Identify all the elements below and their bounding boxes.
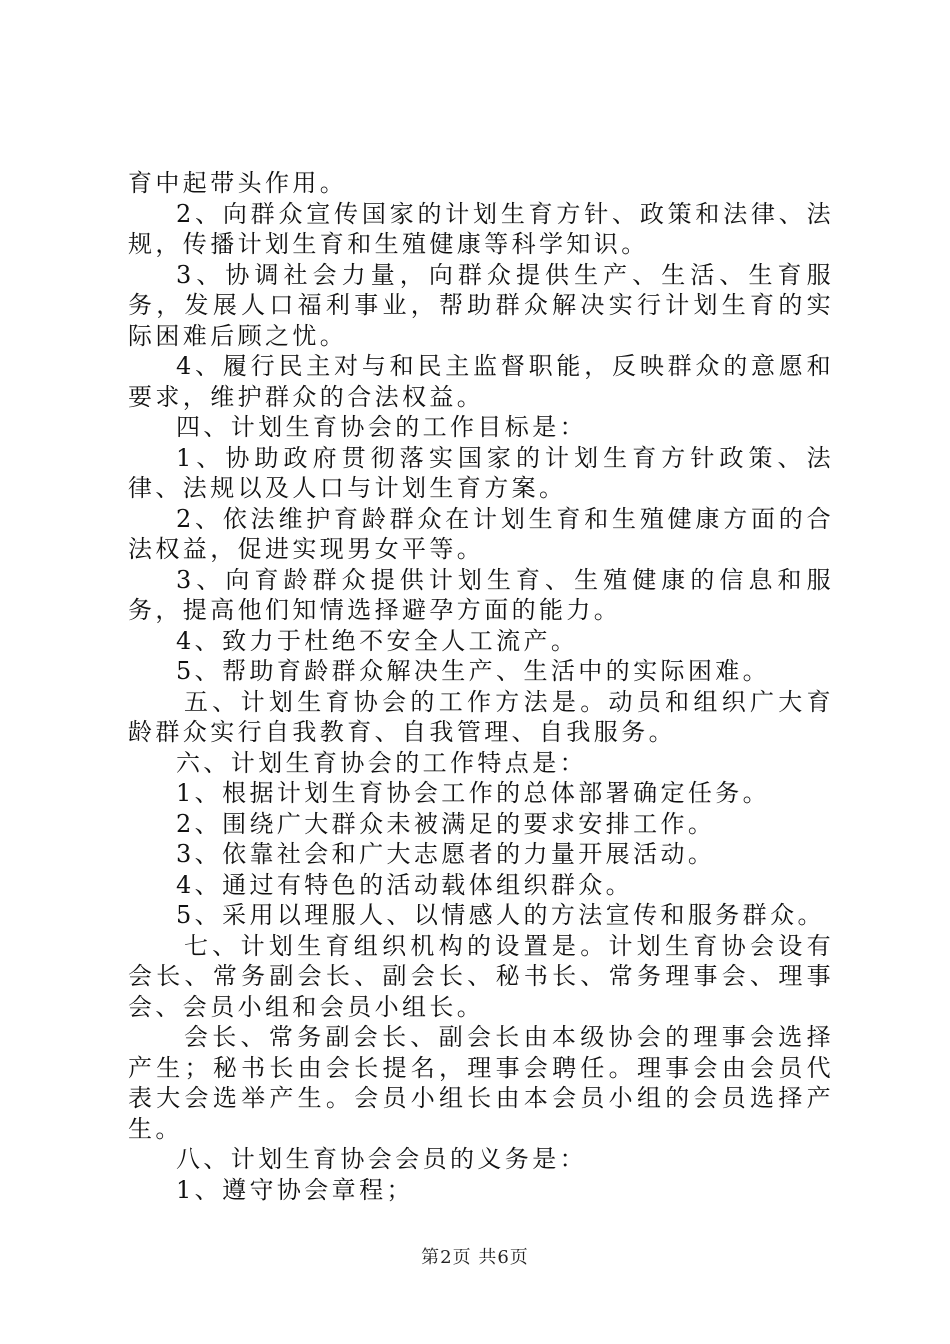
paragraph: 3、依靠社会和广大志愿者的力量开展活动。 <box>176 840 716 868</box>
paragraph: 1、协助政府贯彻落实国家的计划生育方针政策、法律、法规以及人口与计划生育方案。 <box>128 443 834 502</box>
document-body <box>128 168 834 1205</box>
page-footer <box>0 1243 950 1269</box>
paragraph: 3、协调社会力量，向群众提供生产、生活、生育服务，发展人口福利事业，帮助群众解决实行计划生育的实际困难后顾之忧。 <box>128 260 834 350</box>
paragraph: 六、计划生育协会的工作特点是： <box>176 748 587 777</box>
paragraph: 四、计划生育协会的工作目标是： <box>176 413 587 441</box>
paragraph: 2、围绕广大群众未被满足的要求安排工作。 <box>176 809 716 838</box>
paragraph: 2、依法维护育龄群众在计划生育和生殖健康方面的合法权益，促进实现男女平等。 <box>128 504 834 563</box>
paragraph: 1、遵守协会章程； <box>176 1175 414 1204</box>
paragraph: 5、采用以理服人、以情感人的方法宣传和服务群众。 <box>176 901 825 929</box>
paragraph: 4、履行民主对与和民主监督职能，反映群众的意愿和要求，维护群众的合法权益。 <box>128 352 834 411</box>
paragraph: 3、向育龄群众提供计划生育、生殖健康的信息和服务，提高他们知情选择避孕方面的能力。 <box>128 565 834 624</box>
paragraph: 4、致力于杜绝不安全人工流产。 <box>176 626 579 655</box>
paragraph: 4、通过有特色的活动载体组织群众。 <box>176 870 634 899</box>
paragraph: 五、计划生育协会的工作方法是。动员和组织广大育龄群众实行自我教育、自我管理、自我服务。 <box>128 687 834 746</box>
paragraph: 1、根据计划生育协会工作的总体部署确定任务。 <box>176 779 771 807</box>
paragraph: 七、计划生育组织机构的设置是。计划生育协会设有会长、常务副会长、副会长、秘书长、常务理事会、理事会、会员小组和会员小组长。 <box>128 931 834 1021</box>
paragraph: 育中起带头作用。 <box>128 169 348 197</box>
paragraph: 八、计划生育协会会员的义务是： <box>176 1145 587 1173</box>
page-number-label: 第2页 共6页 <box>421 1247 529 1268</box>
paragraph: 5、帮助育龄群众解决生产、生活中的实际困难。 <box>176 657 771 685</box>
paragraph: 会长、常务副会长、副会长由本级协会的理事会选择产生；秘书长由会长提名，理事会聘任。理事会由会员代表大会选举产生。会员小组长由本会员小组的会员选择产生。 <box>128 1023 834 1143</box>
paragraph: 2、向群众宣传国家的计划生育方针、政策和法律、法规，传播计划生育和生殖健康等科学知识。 <box>128 199 834 258</box>
